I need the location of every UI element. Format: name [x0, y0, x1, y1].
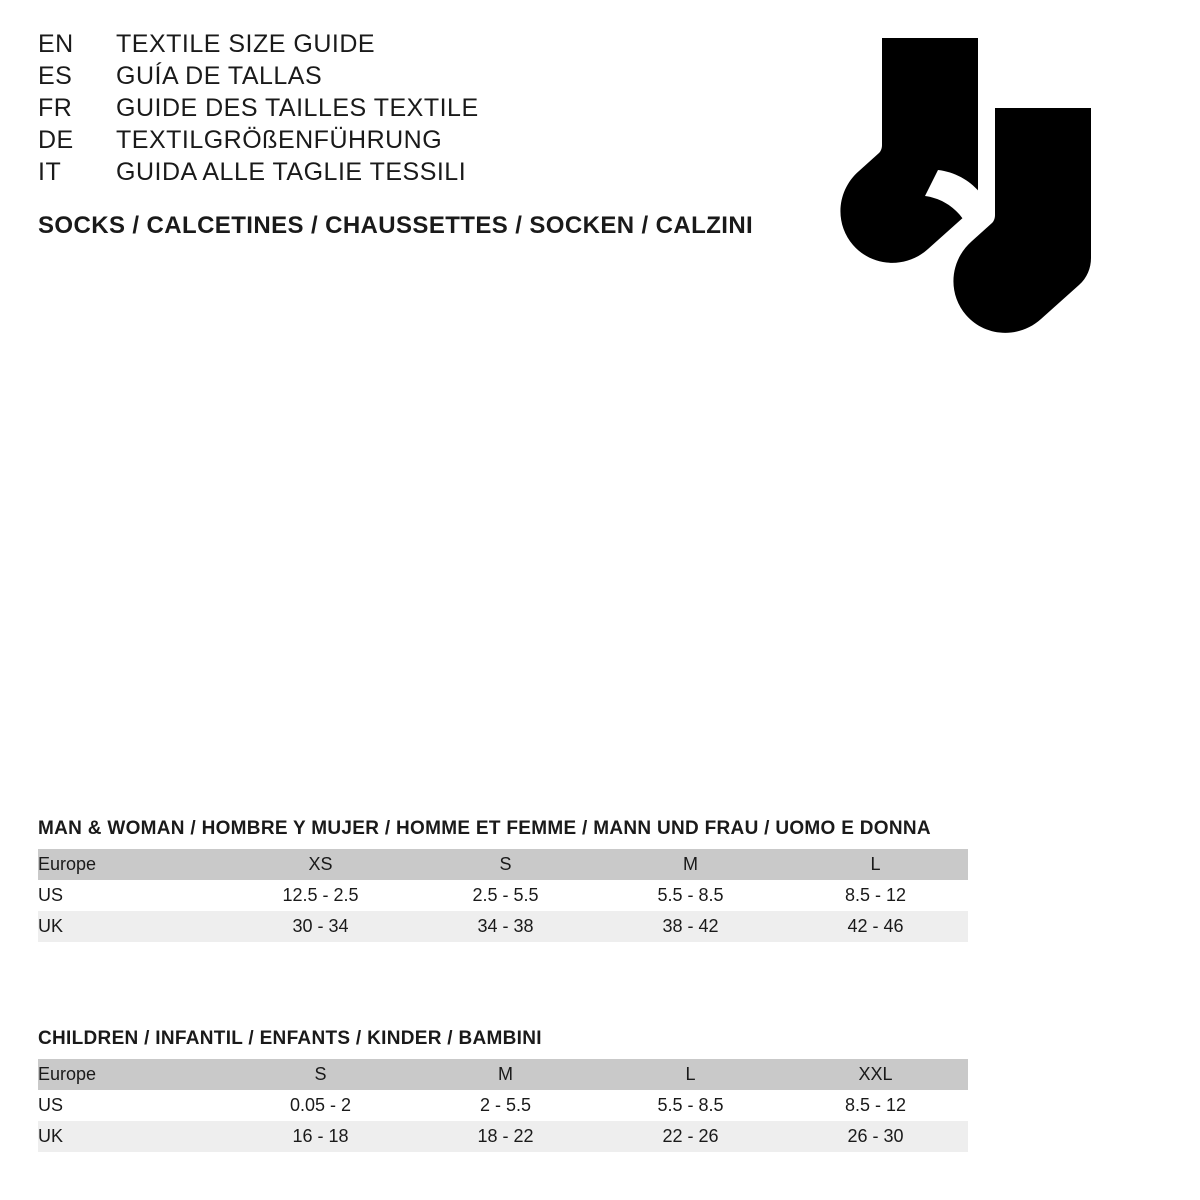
language-row-es — [38, 62, 798, 94]
row-label: UK — [38, 911, 228, 942]
table-row — [38, 1121, 968, 1152]
table-row — [38, 880, 968, 911]
cell-value: 8.5 - 12 — [783, 1090, 968, 1121]
cell-value: 38 - 42 — [598, 911, 783, 942]
language-code: EN — [38, 30, 74, 58]
cell-value: 42 - 46 — [783, 911, 968, 942]
table-row — [38, 849, 968, 880]
language-row-en — [38, 30, 798, 62]
cell-value: 30 - 34 — [228, 911, 413, 942]
language-title: TEXTILE SIZE GUIDE — [116, 30, 376, 58]
cell-value: 34 - 38 — [413, 911, 598, 942]
row-label: UK — [38, 1121, 228, 1152]
cell-value: 2.5 - 5.5 — [413, 880, 598, 911]
language-code: ES — [38, 62, 73, 90]
socks-icon — [810, 30, 1120, 360]
language-title: GUÍA DE TALLAS — [116, 62, 323, 90]
cell-value: XXL — [783, 1059, 968, 1090]
cell-value: L — [598, 1059, 783, 1090]
size-table-man-woman — [38, 818, 968, 942]
language-code: FR — [38, 94, 73, 122]
language-code: IT — [38, 158, 62, 186]
language-row-fr — [38, 94, 798, 126]
cell-value: 18 - 22 — [413, 1121, 598, 1152]
language-row-it — [38, 158, 798, 190]
cell-value: 26 - 30 — [783, 1121, 968, 1152]
row-label: Europe — [38, 1059, 228, 1090]
language-code: DE — [38, 126, 74, 154]
cell-value: 16 - 18 — [228, 1121, 413, 1152]
cell-value: S — [228, 1059, 413, 1090]
row-label: Europe — [38, 849, 228, 880]
cell-value: L — [783, 849, 968, 880]
table-title: MAN & WOMAN / HOMBRE Y MUJER / HOMME ET FEMME / MANN UND FRAU / UOMO E DONNA — [38, 818, 931, 839]
table-row — [38, 1090, 968, 1121]
table-row — [38, 911, 968, 942]
cell-value: XS — [228, 849, 413, 880]
cell-value: 5.5 - 8.5 — [598, 880, 783, 911]
language-title: TEXTILGRÖßENFÜHRUNG — [116, 126, 443, 154]
cell-value: 2 - 5.5 — [413, 1090, 598, 1121]
language-title: GUIDE DES TAILLES TEXTILE — [116, 94, 479, 122]
header-block — [38, 30, 798, 240]
cell-value: 12.5 - 2.5 — [228, 880, 413, 911]
cell-value: 5.5 - 8.5 — [598, 1090, 783, 1121]
language-row-de — [38, 126, 798, 158]
product-category-title: SOCKS / CALCETINES / CHAUSSETTES / SOCKEN / CALZINI — [38, 212, 754, 239]
cell-value: 22 - 26 — [598, 1121, 783, 1152]
cell-value: 0.05 - 2 — [228, 1090, 413, 1121]
row-label: US — [38, 1090, 228, 1121]
cell-value: M — [413, 1059, 598, 1090]
cell-value: 8.5 - 12 — [783, 880, 968, 911]
cell-value: M — [598, 849, 783, 880]
table-title: CHILDREN / INFANTIL / ENFANTS / KINDER / BAMBINI — [38, 1028, 542, 1049]
table-row — [38, 1059, 968, 1090]
language-title: GUIDA ALLE TAGLIE TESSILI — [116, 158, 467, 186]
row-label: US — [38, 880, 228, 911]
cell-value: S — [413, 849, 598, 880]
size-table-children — [38, 1028, 968, 1152]
